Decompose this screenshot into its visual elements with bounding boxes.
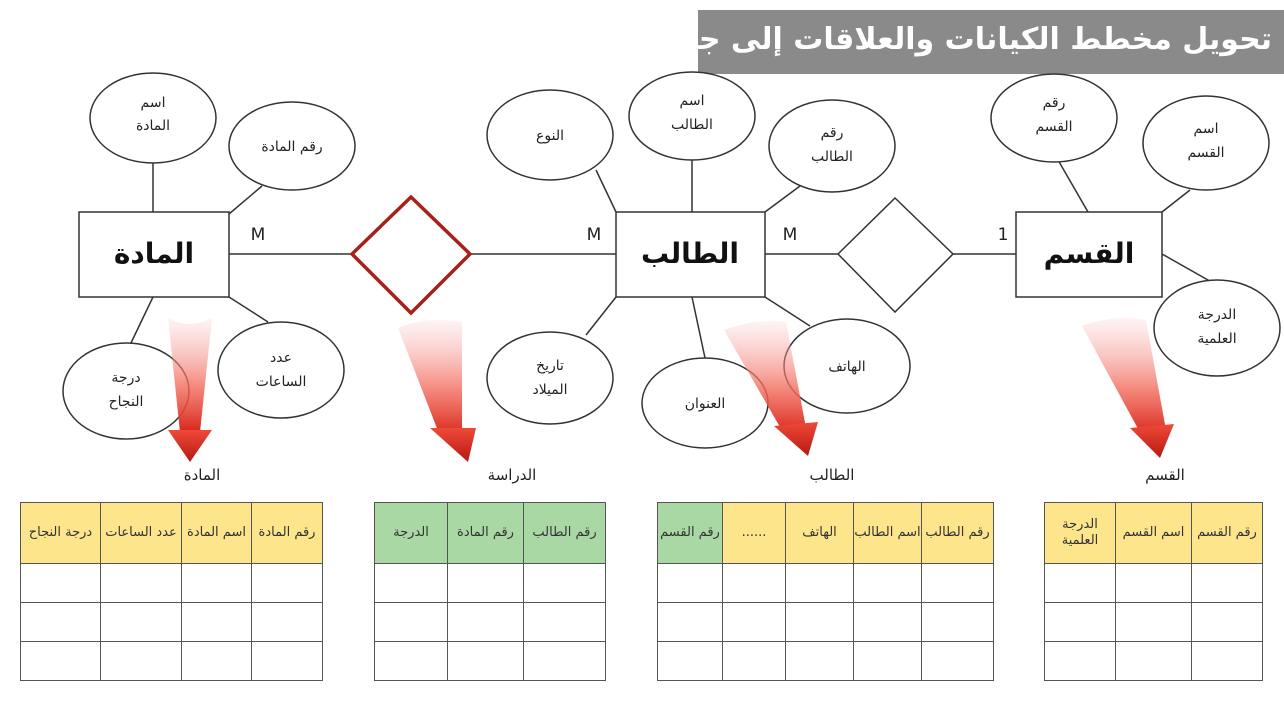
header-cell: الدرجة	[375, 503, 448, 564]
line-dept-number	[1058, 160, 1088, 212]
table-cell	[723, 603, 786, 642]
attr-phone	[784, 319, 910, 413]
table-cell	[375, 564, 448, 603]
table-title-study: الدراسة	[487, 466, 537, 484]
table-cell	[182, 564, 252, 603]
attr-subject-name	[90, 73, 216, 163]
table-cell	[448, 642, 524, 681]
table-cell	[1192, 564, 1263, 603]
header-cell: درجة النجاح	[21, 503, 101, 564]
header-cell: رقم المادة	[252, 503, 323, 564]
attr-hours	[218, 322, 344, 418]
table-cell	[448, 564, 524, 603]
table-cell	[1045, 564, 1116, 603]
attr-student-number-l2: الطالب	[811, 149, 853, 165]
entity-department-label: القسم	[1043, 237, 1135, 270]
table-cell	[658, 564, 723, 603]
relationship-study-diamond	[352, 197, 470, 313]
attr-birth-date-l2: الميلاد	[532, 382, 568, 398]
entity-department	[1016, 212, 1162, 297]
line-student-number	[765, 186, 800, 212]
attr-subject-number	[229, 102, 355, 190]
attr-dept-name-l2: القسم	[1187, 145, 1225, 161]
attr-academic-degree-l1: الدرجة	[1197, 307, 1237, 323]
attr-student-number-l1: رقم	[820, 125, 844, 141]
table-cell	[658, 603, 723, 642]
header-cell: اسم المادة	[182, 503, 252, 564]
attr-pass-grade	[63, 343, 189, 439]
attr-student-number	[769, 100, 895, 192]
table-cell	[182, 642, 252, 681]
table-student	[657, 502, 994, 681]
line-dept-name	[1162, 190, 1190, 212]
attr-address-l1: العنوان	[684, 396, 726, 412]
table-cell	[658, 642, 723, 681]
page-title: تحويل مخطط الكيانات والعلاقات إلى جداول	[626, 22, 1272, 57]
table-cell	[252, 642, 323, 681]
table-cell	[21, 603, 101, 642]
attr-phone-l1: الهاتف	[828, 359, 866, 375]
attr-hours-l2: الساعات	[255, 374, 307, 390]
entity-subject-label: المادة	[113, 237, 195, 270]
line-gender	[596, 170, 616, 212]
table-cell	[375, 642, 448, 681]
line-pass-grade	[130, 297, 153, 345]
header-cell: رقم المادة	[448, 503, 524, 564]
attr-subject-number-l1: رقم المادة	[261, 139, 323, 155]
table-cell	[786, 642, 854, 681]
header-cell: اسم الطالب	[854, 503, 922, 564]
attr-birth-date	[487, 332, 613, 424]
table-cell	[723, 564, 786, 603]
table-cell	[1116, 603, 1192, 642]
table-cell	[21, 564, 101, 603]
table-department	[1044, 502, 1263, 681]
attr-academic-degree-l2: العلمية	[1197, 331, 1237, 347]
table-cell	[1045, 642, 1116, 681]
table-cell	[854, 564, 922, 603]
attr-pass-grade-l1: درجة	[111, 370, 141, 386]
entity-student	[616, 212, 765, 297]
table-cell	[21, 642, 101, 681]
attr-dept-name-l1: اسم	[1193, 121, 1219, 137]
cardinality-department: 1	[997, 225, 1009, 245]
table-cell	[524, 603, 606, 642]
table-cell	[101, 642, 182, 681]
attr-student-name	[629, 72, 755, 160]
attr-pass-grade-l2: النجاح	[108, 394, 144, 410]
table-cell	[1192, 603, 1263, 642]
attr-student-name-l1: اسم	[679, 93, 705, 109]
table-title-subject: المادة	[183, 466, 221, 484]
header-cell: رقم الطالب	[524, 503, 606, 564]
line-hours	[229, 297, 268, 322]
table-cell	[375, 603, 448, 642]
table-cell	[1045, 603, 1116, 642]
line-degree	[1162, 254, 1215, 284]
attr-academic-degree	[1154, 280, 1280, 376]
attr-subject-name-l1: اسم	[140, 95, 166, 111]
table-cell	[922, 564, 994, 603]
header-cell: رقم القسم	[658, 503, 723, 564]
header-cell: اسم القسم	[1116, 503, 1192, 564]
header-cell: الدرجة العلمية	[1045, 503, 1116, 564]
table-cell	[448, 603, 524, 642]
attr-subject-name-l2: المادة	[135, 118, 171, 134]
table-cell	[786, 603, 854, 642]
attr-dept-name	[1143, 96, 1269, 190]
cardinality-student-study: M	[586, 225, 602, 245]
table-cell	[101, 564, 182, 603]
table-cell	[723, 642, 786, 681]
table-cell	[854, 642, 922, 681]
attr-birth-date-l1: تاريخ	[536, 358, 564, 374]
table-cell	[524, 642, 606, 681]
attr-gender-l1: النوع	[536, 128, 564, 144]
entity-student-label: الطالب	[640, 237, 740, 270]
line-birth-date	[586, 297, 616, 335]
cardinality-subject: M	[250, 225, 266, 245]
attr-hours-l1: عدد	[270, 350, 292, 366]
attr-dept-number-l1: رقم	[1042, 95, 1066, 111]
table-cell	[922, 603, 994, 642]
attr-dept-number-l2: القسم	[1035, 119, 1073, 135]
table-title-department: القسم	[1145, 466, 1185, 484]
relationship-belongs-diamond	[838, 198, 953, 312]
line-address	[692, 297, 705, 358]
cardinality-student-dept: M	[782, 225, 798, 245]
header-cell: ......	[723, 503, 786, 564]
table-cell	[922, 642, 994, 681]
table-cell	[1116, 642, 1192, 681]
table-cell	[252, 603, 323, 642]
table-cell	[854, 603, 922, 642]
attr-dept-number	[991, 74, 1117, 162]
table-study	[374, 502, 606, 681]
table-cell	[252, 564, 323, 603]
header-cell: الهاتف	[786, 503, 854, 564]
table-cell	[524, 564, 606, 603]
attr-gender	[487, 90, 613, 180]
table-cell	[101, 603, 182, 642]
header-cell: رقم الطالب	[922, 503, 994, 564]
table-cell	[786, 564, 854, 603]
table-title-student: الطالب	[809, 466, 855, 484]
table-cell	[1192, 642, 1263, 681]
table-subject	[20, 502, 323, 681]
header-cell: عدد الساعات	[101, 503, 182, 564]
entity-subject	[79, 212, 229, 297]
arrow-to-study-table	[398, 320, 476, 462]
line-subject-number	[229, 186, 262, 214]
attr-student-name-l2: الطالب	[671, 117, 713, 133]
table-cell	[182, 603, 252, 642]
header-cell: رقم القسم	[1192, 503, 1263, 564]
table-cell	[1116, 564, 1192, 603]
